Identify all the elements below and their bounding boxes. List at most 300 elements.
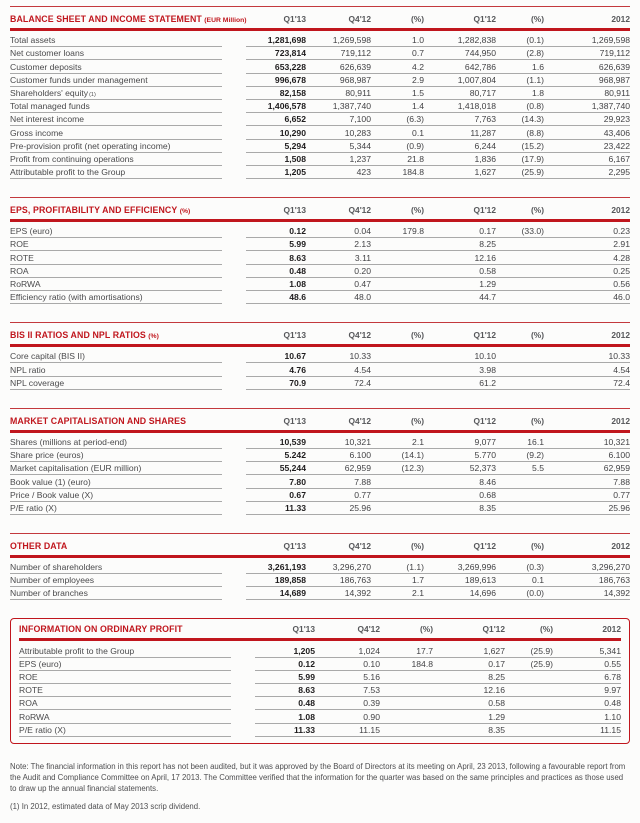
row-values	[246, 153, 630, 166]
cell-value: (25.9)	[521, 167, 544, 178]
table-row	[10, 475, 630, 488]
row-label-cell	[10, 238, 222, 251]
cell-value: 6,652	[284, 114, 306, 125]
column-header: (%)	[410, 540, 424, 551]
cell-value: 719,112	[340, 48, 371, 59]
row-label: P/E ratio (X)	[10, 502, 57, 513]
cell-value: 25.96	[349, 502, 371, 513]
row-label: Book value (1) (euro)	[10, 476, 91, 487]
cell-value: 0.1	[412, 127, 424, 138]
section-title: OTHER DATA	[10, 540, 68, 551]
row-label-cell	[10, 113, 222, 126]
column-header: 2012	[611, 205, 630, 216]
section-title-suffix: (EUR Million)	[204, 17, 247, 24]
cell-value: 1.08	[289, 279, 306, 289]
row-label: ROE	[10, 239, 29, 250]
row-label-cell	[10, 126, 222, 139]
table-row	[10, 489, 630, 502]
row-label-cell	[10, 462, 222, 475]
cell-value: 744,950	[464, 48, 496, 59]
cell-value: 968,987	[598, 74, 630, 85]
row-label-cell	[10, 291, 222, 304]
cell-value: 996,678	[274, 74, 306, 85]
row-label: Price / Book value (X)	[10, 489, 94, 500]
cell-value: 0.39	[363, 698, 380, 709]
cell-value: 1.29	[479, 279, 496, 289]
row-label: Attributable profit to the Group	[19, 645, 135, 656]
row-label-cell	[10, 251, 222, 264]
cell-value: 25.96	[608, 502, 630, 513]
cell-value: (17.9)	[521, 153, 544, 164]
column-header: Q1'12	[482, 624, 505, 635]
cell-value: 11.15	[359, 724, 380, 735]
row-values	[246, 113, 630, 126]
row-label: EPS (euro)	[19, 658, 62, 669]
cell-value: 10,539	[279, 436, 306, 447]
row-values	[246, 100, 630, 113]
cell-value: 7,763	[474, 114, 496, 125]
cell-value: 0.77	[354, 489, 371, 500]
cell-value: 1,281,698	[267, 35, 306, 46]
cell-value: 1,205	[284, 167, 306, 178]
table-row	[19, 710, 621, 723]
cell-value: 0.48	[604, 698, 621, 709]
row-values	[246, 87, 630, 100]
row-values	[246, 475, 630, 488]
cell-value: 1,627	[483, 645, 505, 656]
section-rows	[10, 561, 630, 601]
column-header: 2012	[611, 415, 630, 426]
cell-value: 7.53	[363, 685, 380, 696]
table-row	[19, 644, 621, 657]
row-label-cell	[10, 60, 222, 73]
row-label: P/E ratio (X)	[19, 724, 66, 735]
cell-value: 0.48	[289, 265, 306, 276]
cell-value: 0.20	[354, 265, 371, 276]
cell-value: 11.33	[284, 502, 306, 513]
cell-value: 719,112	[599, 48, 630, 59]
cell-value: 2.13	[354, 239, 371, 250]
cell-value: 1,024	[358, 645, 380, 656]
scrip-dividend-footnote: (1) In 2012, estimated data of May 2013 scrip dividend.	[10, 802, 201, 812]
cell-value: 14,392	[344, 588, 371, 599]
cell-value: 8.46	[479, 476, 496, 487]
row-values	[246, 462, 630, 475]
table-row	[10, 238, 630, 251]
table-row	[19, 697, 621, 710]
column-header: (%)	[410, 330, 424, 341]
cell-value: 3,261,193	[267, 562, 306, 573]
table-section	[10, 618, 630, 743]
cell-value: 52,373	[469, 463, 496, 474]
cell-value: 1,508	[284, 153, 306, 164]
table-row	[10, 587, 630, 600]
row-label: Pre-provision profit (net operating income)	[10, 140, 171, 151]
row-label-cell	[19, 710, 231, 723]
column-header: Q4'12	[357, 624, 380, 635]
row-label-cell	[10, 166, 222, 179]
section-top-rule	[10, 322, 630, 323]
table-section	[10, 533, 630, 601]
cell-value: 3.98	[479, 364, 496, 375]
column-header: 2012	[611, 14, 630, 24]
row-label: Share price (euros)	[10, 450, 84, 461]
table-row	[19, 658, 621, 671]
column-header: Q1'13	[283, 205, 306, 216]
column-header: (%)	[410, 14, 424, 24]
cell-value: 7.88	[613, 476, 630, 487]
table-section	[10, 6, 630, 179]
row-values	[255, 710, 621, 723]
column-header: Q4'12	[348, 14, 371, 24]
cell-value: 10,321	[603, 436, 630, 447]
section-title: INFORMATION ON ORDINARY PROFIT	[19, 624, 183, 635]
row-label-cell	[10, 350, 222, 363]
cell-value: 1,418,018	[457, 101, 496, 112]
cell-value: 3,269,996	[457, 562, 496, 573]
row-label-cell	[10, 436, 222, 449]
row-label-cell	[10, 475, 222, 488]
section-top-rule	[10, 6, 630, 7]
row-label-sup: (1)	[89, 91, 96, 98]
cell-value: 8.25	[488, 672, 505, 682]
column-header: Q1'13	[283, 415, 306, 426]
row-values	[246, 350, 630, 363]
header-thick-rule	[19, 638, 621, 641]
row-values	[246, 278, 630, 291]
section-title-cell	[10, 541, 222, 552]
column-header: 2012	[602, 624, 621, 635]
cell-value: 10,321	[344, 436, 371, 447]
row-label-cell	[10, 561, 222, 574]
section-title-cell	[10, 205, 222, 216]
cell-value: 1,627	[474, 167, 496, 178]
cell-value: (33.0)	[521, 226, 544, 237]
cell-value: 80,911	[604, 87, 630, 98]
row-values	[246, 166, 630, 179]
cell-value: 1.08	[298, 711, 315, 722]
cell-value: 17.7	[416, 645, 433, 656]
cell-value: 1,387,740	[591, 101, 630, 112]
row-label-cell	[19, 658, 231, 671]
cell-value: (6.3)	[406, 114, 424, 125]
cell-value: 1,406,578	[267, 101, 306, 112]
section-title-cell	[10, 416, 222, 427]
cell-value: 29,923	[603, 114, 630, 125]
row-label-cell	[19, 644, 231, 657]
cell-value: (8.8)	[526, 127, 544, 138]
section-rows	[10, 350, 630, 390]
table-row	[19, 724, 621, 737]
table-section	[10, 197, 630, 304]
row-label-cell	[19, 684, 231, 697]
cell-value: 80,911	[345, 87, 371, 98]
section-header-row	[19, 624, 621, 635]
cell-value: 44.7	[479, 292, 496, 303]
section-title: MARKET CAPITALISATION AND SHARES	[10, 415, 187, 426]
row-values	[246, 587, 630, 600]
row-label-cell	[10, 100, 222, 113]
cell-value: 723,814	[274, 48, 306, 59]
row-values	[255, 658, 621, 671]
row-label: Net interest income	[10, 114, 85, 125]
cell-value: 186,763	[598, 575, 630, 586]
column-header: Q1'13	[283, 14, 306, 24]
column-header: (%)	[539, 624, 553, 635]
cell-value: 80,717	[469, 87, 496, 98]
column-header: Q1'12	[473, 205, 496, 216]
row-label-cell	[10, 489, 222, 502]
row-label: Shareholders' equity	[10, 87, 89, 98]
column-header: (%)	[530, 205, 544, 216]
column-header: (%)	[410, 205, 424, 216]
row-values	[255, 697, 621, 710]
cell-value: 10.67	[284, 351, 306, 362]
cell-value: 1.0	[412, 35, 424, 46]
row-label-cell	[10, 278, 222, 291]
table-row	[10, 140, 630, 153]
row-values	[246, 126, 630, 139]
footer-notes	[10, 762, 630, 814]
cell-value: (25.9)	[530, 645, 553, 656]
table-row	[10, 377, 630, 390]
cell-value: 3,296,270	[332, 562, 371, 573]
row-label: Customer funds under management	[10, 74, 148, 85]
row-label: Number of employees	[10, 575, 95, 586]
cell-value: 5.99	[289, 239, 306, 250]
row-values	[246, 574, 630, 587]
row-label: NPL ratio	[10, 364, 46, 375]
cell-value: 1,269,598	[591, 35, 630, 46]
table-row	[10, 502, 630, 515]
row-label-cell	[19, 697, 231, 710]
cell-value: 4.76	[289, 364, 306, 375]
cell-value: 62,959	[603, 463, 630, 474]
cell-value: 1.5	[412, 87, 424, 98]
cell-value: (1.1)	[526, 74, 544, 85]
row-values	[246, 363, 630, 376]
cell-value: 1,387,740	[332, 101, 371, 112]
cell-value: 5,294	[284, 140, 306, 151]
row-label: Shares (millions at period-end)	[10, 436, 128, 447]
cell-value: 48.6	[289, 292, 306, 303]
row-values	[246, 561, 630, 574]
cell-value: 423	[356, 167, 371, 178]
cell-value: 10,290	[279, 127, 306, 138]
row-label-cell	[10, 265, 222, 278]
row-label: Profit from continuing operations	[10, 153, 134, 164]
cell-value: 1,237	[349, 153, 371, 164]
column-headers	[246, 541, 630, 552]
cell-value: 6,244	[474, 140, 496, 151]
column-header: (%)	[530, 330, 544, 341]
row-label-cell	[10, 363, 222, 376]
table-row	[10, 291, 630, 304]
table-row	[10, 74, 630, 87]
report-tables	[10, 6, 630, 744]
row-values	[255, 724, 621, 737]
section-title: BIS II RATIOS AND NPL RATIOS	[10, 330, 146, 341]
cell-value: (0.8)	[526, 101, 544, 112]
cell-value: 1.7	[412, 575, 424, 586]
cell-value: 4.2	[412, 61, 424, 72]
table-row	[10, 153, 630, 166]
cell-value: 11.33	[293, 724, 315, 735]
table-row	[10, 34, 630, 47]
row-values	[246, 34, 630, 47]
table-row	[10, 87, 630, 100]
cell-value: 5.242	[284, 450, 306, 461]
cell-value: 2.1	[412, 588, 424, 599]
cell-value: 8.35	[488, 724, 505, 735]
cell-value: 12.16	[474, 252, 496, 263]
cell-value: 6.78	[604, 672, 621, 682]
column-headers	[246, 416, 630, 427]
row-values	[246, 265, 630, 278]
section-rows	[19, 644, 621, 736]
cell-value: 0.12	[298, 658, 315, 669]
row-label-cell	[10, 587, 222, 600]
cell-value: 0.1	[532, 575, 544, 586]
cell-value: 653,228	[274, 61, 306, 72]
cell-value: 5.99	[298, 672, 315, 682]
row-label: ROTE	[10, 252, 34, 263]
row-label-cell	[10, 140, 222, 153]
section-rows	[10, 34, 630, 179]
column-header: Q1'13	[283, 330, 306, 341]
column-headers	[246, 330, 630, 341]
cell-value: (0.3)	[526, 562, 544, 573]
row-label: Net customer loans	[10, 48, 85, 59]
cell-value: 0.68	[479, 489, 496, 500]
column-header: (%)	[530, 415, 544, 426]
cell-value: 179.8	[402, 226, 424, 237]
row-values	[246, 47, 630, 60]
cell-value: 1.6	[532, 61, 544, 72]
cell-value: 61.2	[479, 377, 496, 388]
row-label: Number of shareholders	[10, 562, 103, 573]
row-label: NPL coverage	[10, 377, 65, 388]
header-thick-rule	[10, 344, 630, 347]
row-label: ROA	[19, 698, 38, 709]
table-row	[10, 113, 630, 126]
cell-value: 5.5	[532, 463, 544, 474]
row-label: Number of branches	[10, 588, 88, 599]
column-header: 2012	[611, 540, 630, 551]
cell-value: 82,158	[279, 87, 306, 98]
row-label: ROA	[10, 265, 29, 276]
row-label-cell	[10, 502, 222, 515]
table-row	[10, 251, 630, 264]
cell-value: 2.91	[613, 239, 630, 250]
row-label-cell	[10, 47, 222, 60]
cell-value: 23,422	[603, 140, 630, 151]
cell-value: 11.15	[600, 724, 621, 735]
row-label: Attributable profit to the Group	[10, 167, 126, 178]
cell-value: 5,341	[599, 645, 621, 656]
column-header: Q1'12	[473, 415, 496, 426]
cell-value: 14,696	[469, 588, 496, 599]
cell-value: 0.58	[488, 698, 505, 709]
cell-value: 7.88	[354, 476, 371, 487]
row-values	[255, 684, 621, 697]
cell-value: 0.7	[412, 48, 424, 59]
cell-value: 0.56	[613, 279, 630, 289]
section-rows	[10, 436, 630, 515]
column-header: 2012	[611, 330, 630, 341]
cell-value: 626,639	[598, 61, 630, 72]
section-top-rule	[10, 197, 630, 198]
table-row	[10, 363, 630, 376]
cell-value: 70.9	[289, 377, 306, 388]
section-title-suffix: (%)	[148, 333, 159, 341]
column-header: Q1'12	[473, 14, 496, 24]
row-values	[246, 502, 630, 515]
column-headers	[246, 14, 630, 25]
cell-value: 10,283	[344, 127, 371, 138]
table-row	[19, 684, 621, 697]
row-values	[246, 291, 630, 304]
cell-value: 0.04	[354, 226, 371, 237]
table-row	[10, 225, 630, 238]
cell-value: (0.1)	[526, 35, 544, 46]
row-label-cell	[10, 377, 222, 390]
row-label: Total assets	[10, 35, 56, 46]
row-label-cell	[19, 671, 231, 684]
row-values	[246, 449, 630, 462]
row-label-cell	[10, 153, 222, 166]
cell-value: 189,613	[464, 575, 496, 586]
row-values	[246, 225, 630, 238]
cell-value: 5,344	[349, 140, 371, 151]
header-thick-rule	[10, 430, 630, 433]
cell-value: 55,244	[279, 463, 306, 474]
table-row	[10, 100, 630, 113]
header-thick-rule	[10, 555, 630, 558]
table-row	[10, 47, 630, 60]
section-top-rule	[10, 408, 630, 409]
cell-value: 3,296,270	[591, 562, 630, 573]
cell-value: 14,689	[279, 588, 306, 599]
cell-value: 5.16	[363, 672, 380, 682]
cell-value: 8.63	[298, 685, 315, 696]
row-label: Total managed funds	[10, 101, 90, 112]
cell-value: 10.10	[474, 351, 496, 362]
cell-value: 0.55	[604, 658, 621, 669]
cell-value: (25.9)	[530, 658, 553, 669]
cell-value: 0.77	[613, 489, 630, 500]
cell-value: 7,100	[349, 114, 371, 125]
table-row	[10, 436, 630, 449]
section-header-row	[10, 205, 630, 216]
table-row	[10, 60, 630, 73]
table-row	[10, 265, 630, 278]
cell-value: (14.3)	[521, 114, 544, 125]
cell-value: 8.63	[289, 252, 306, 263]
row-label-cell	[10, 449, 222, 462]
row-values	[246, 489, 630, 502]
row-label: RoRWA	[10, 279, 41, 289]
column-header: Q1'13	[292, 624, 315, 635]
row-label-cell	[10, 574, 222, 587]
table-row	[10, 166, 630, 179]
section-title-cell	[10, 14, 247, 25]
section-title: EPS, PROFITABILITY AND EFFICIENCY	[10, 205, 178, 216]
cell-value: 10.33	[608, 351, 630, 362]
audit-note: Note: The financial information in this report has not been audited, but it was approved by the Board of Directors at its meeting on April, 23 2013, following a favourable report from the Audit and Compliance Committee on April, 17 2013. The Committee verified that the information for the quarter was based on the same principles and practices as those used to draw up the annual financial statements.	[10, 761, 626, 793]
cell-value: 642,786	[464, 61, 496, 72]
cell-value: 0.17	[488, 658, 505, 669]
